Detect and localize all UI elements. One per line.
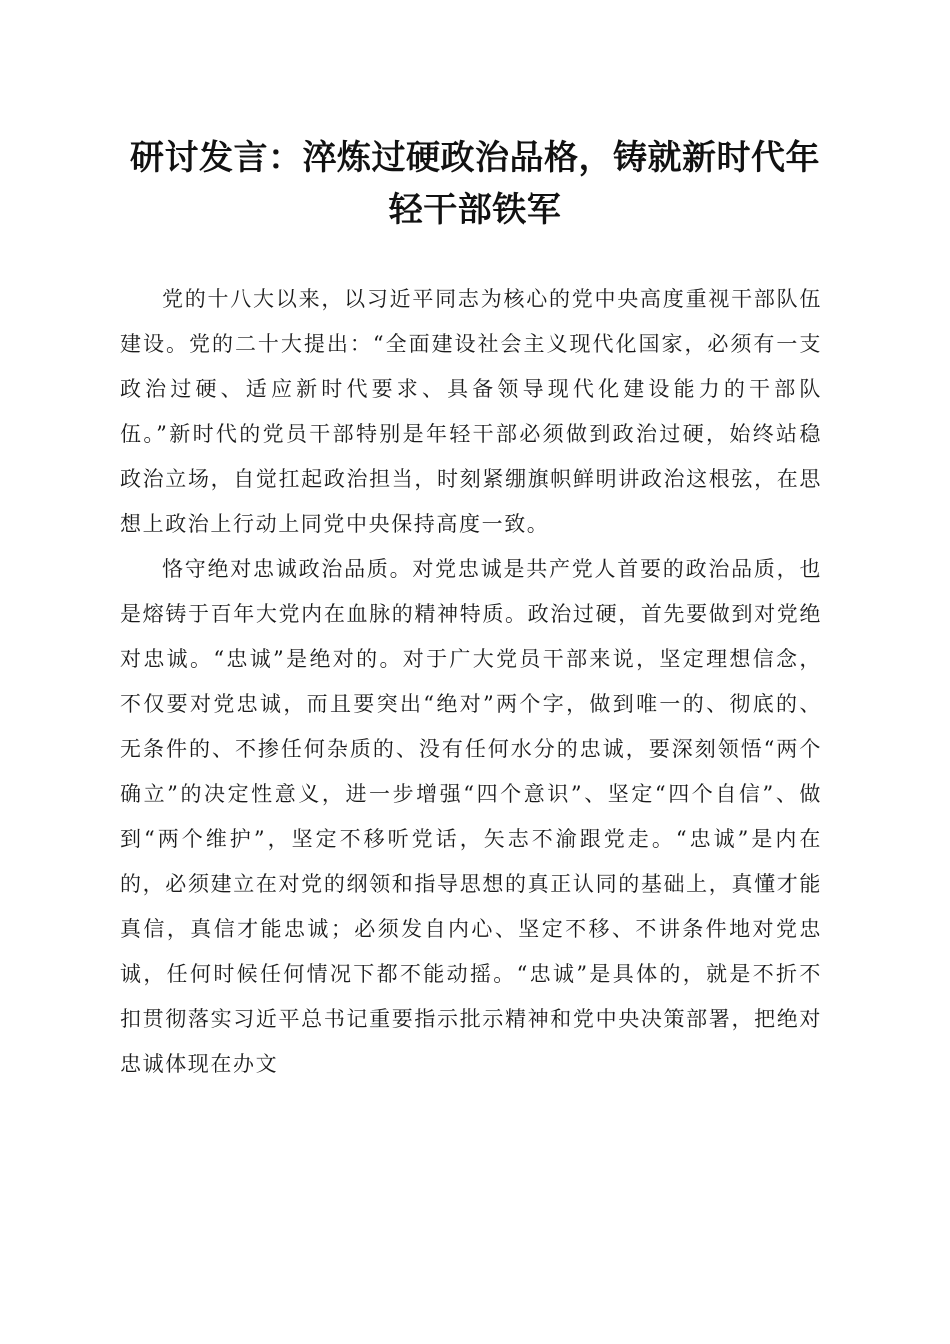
title-line-2: 轻干部铁军 bbox=[388, 190, 562, 230]
paragraph-loyalty: 恪守绝对忠诚政治品质。对党忠诚是共产党人首要的政治品质，也是熔铸于百年大党内在血脉的精神特质。政治过硬，首先要做到对党绝对忠诚。“忠诚”是绝对的。对于广大党员干部来说，坚定理想信念，不仅要对党忠诚，而且要突出“绝对”两个字，做到唯一的、彻底的、无条件的、不掺任何杂质的、没有任何水分的忠诚，要深刻领悟“两个确立”的决定性意义，进一步增强“四个意识”、坚定“四个自信”、做到“两个维护”，坚定不移听党话，矢志不渝跟党走。“忠诚”是内在的，必须建立在对党的纲领和指导思想的真正认同的基础上，真懂才能真信，真信才能忠诚；必须发自内心、坚定不移、不讲条件地对党忠诚，任何时候任何情况下都不能动摇。“忠诚”是具体的，就是不折不扣贯彻落实习近平总书记重要指示批示精神和党中央决策部署，把绝对忠诚体现在办文 bbox=[120, 557, 822, 1076]
paragraph-intro: 党的十八大以来，以习近平同志为核心的党中央高度重视干部队伍建设。党的二十大提出：“全面建设社会主义现代化国家，必须有一支政治过硬、适应新时代要求、具备领导现代化建设能力的干部队伍。”新时代的党员干部特别是年轻干部必须做到政治过硬，始终站稳政治立场，自觉扛起政治担当，时刻紧绷旗帜鲜明讲政治这根弦，在思想上政治上行动上同党中央保持高度一致。 bbox=[120, 287, 822, 536]
title-line-1: 研讨发言：淬炼过硬政治品格，铸就新时代年 bbox=[130, 138, 820, 178]
document-title bbox=[115, 132, 835, 236]
document-body bbox=[120, 277, 822, 1087]
